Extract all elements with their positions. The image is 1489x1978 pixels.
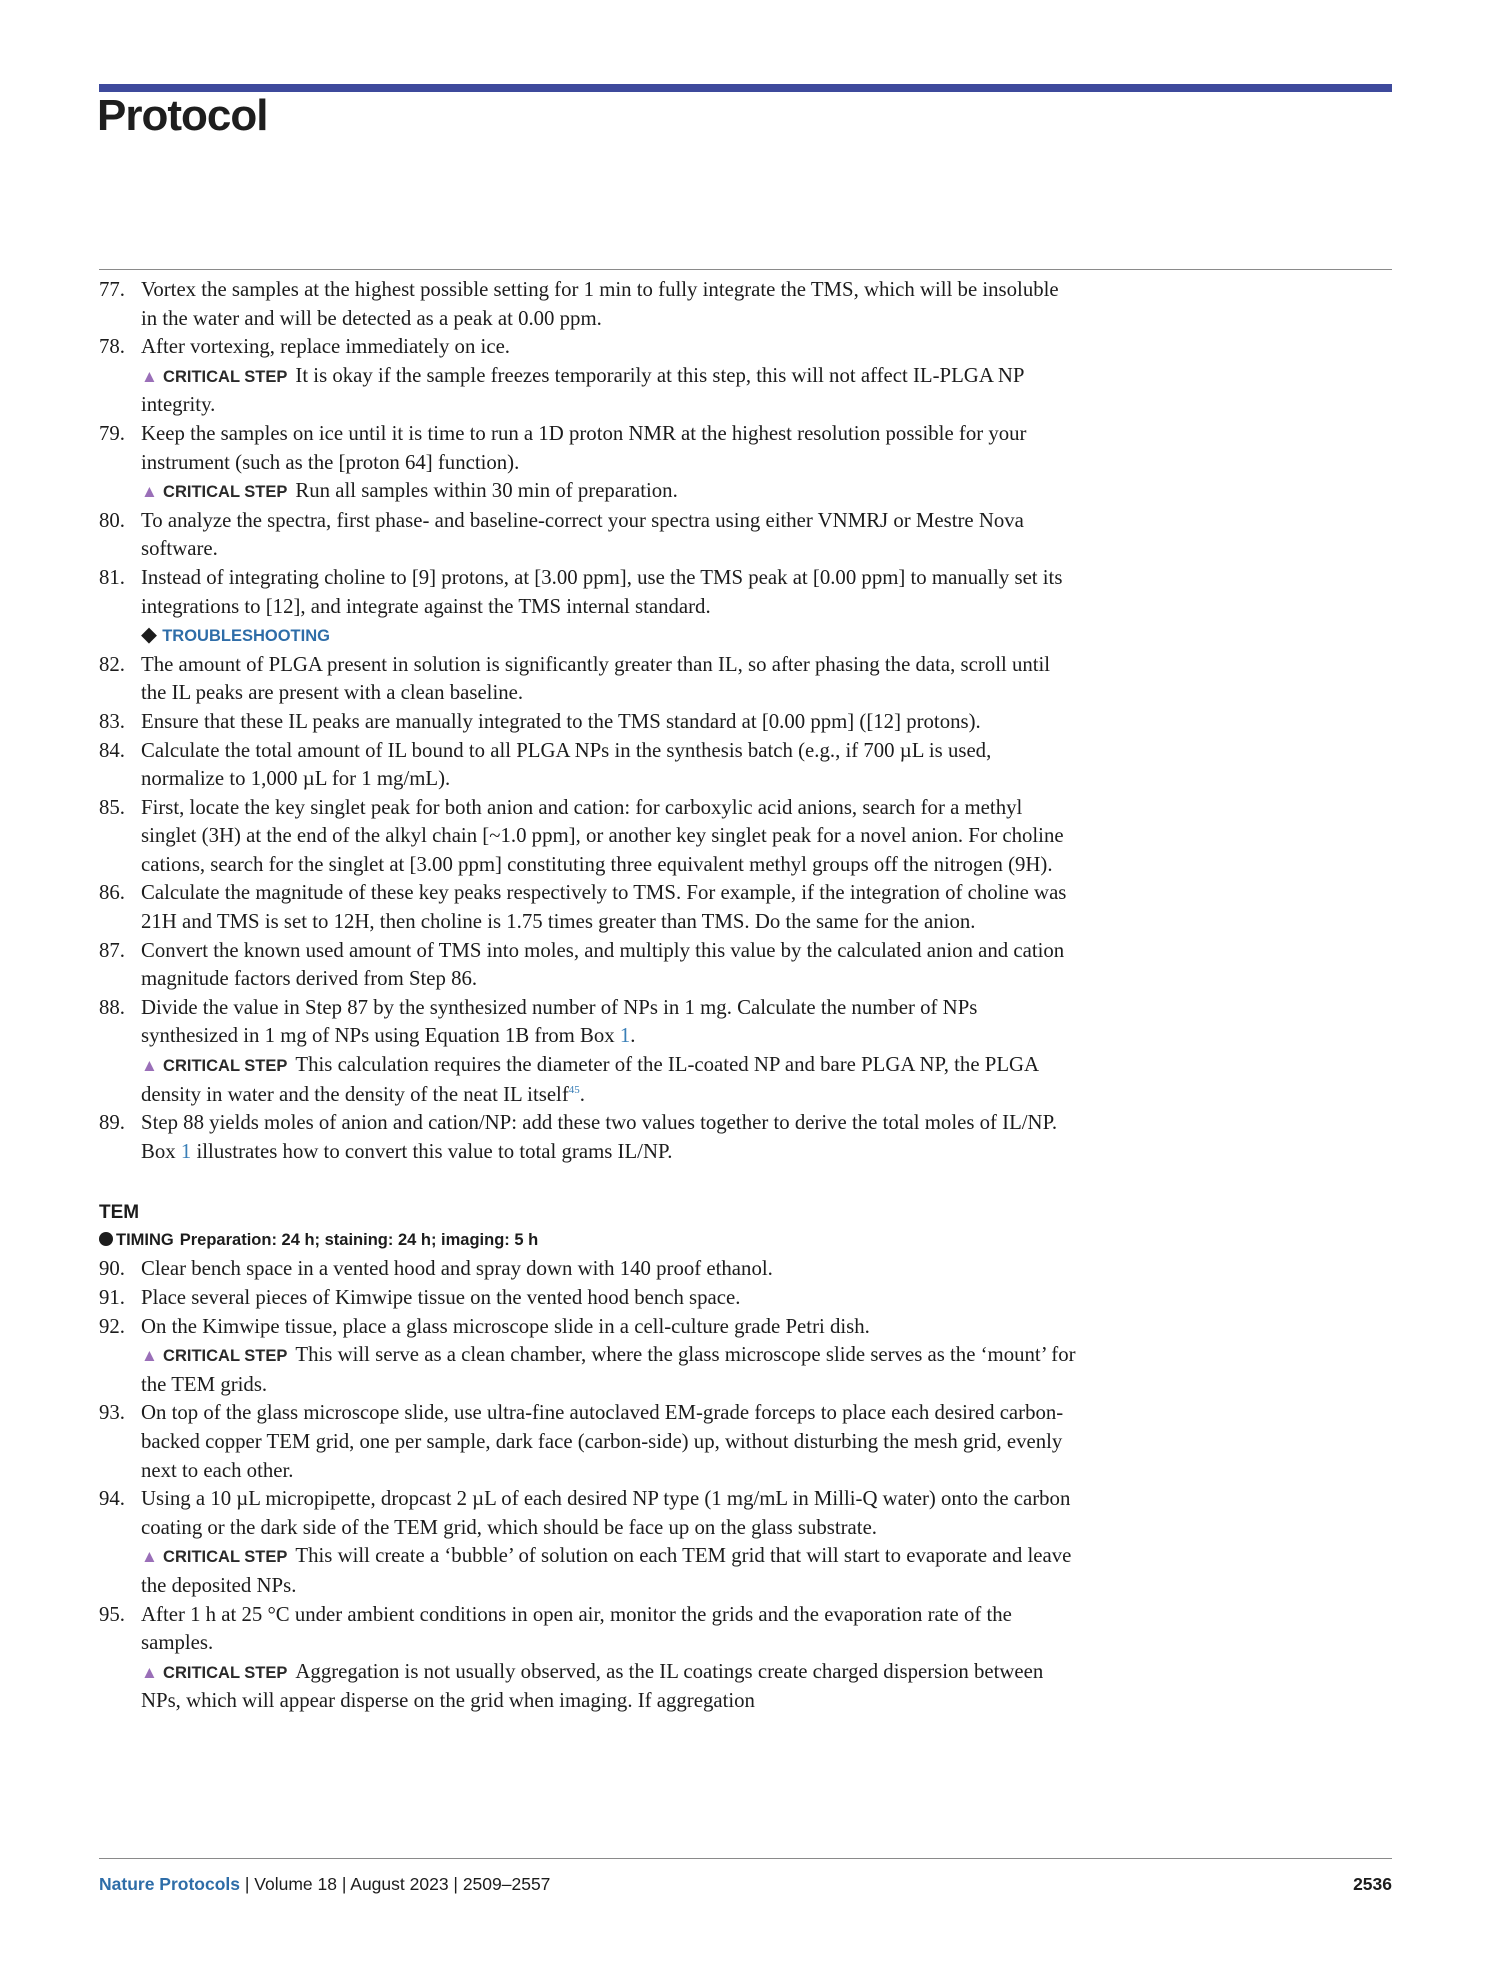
step-text: First, locate the key singlet peak for both anion and cation: for carboxylic acid anions, search for a methyl singlet (3H) at the end of the alkyl chain [~1.0 ppm], or another key singlet peak for a novel anion. For choline cations, search for the singlet at [3.00 ppm] constituting three equivalent methyl groups off the nitrogen (9H). xyxy=(141,795,1064,876)
step-number: 83. xyxy=(99,709,125,733)
step-83 xyxy=(99,708,1079,737)
step-text: Divide the value in Step 87 by the synthesized number of NPs in 1 mg. Calculate the number of NPs synthesized in 1 mg of NPs using Equation 1B from Box xyxy=(141,995,978,1048)
critical-label: CRITICAL STEP xyxy=(163,1663,288,1682)
footer-divider xyxy=(99,1858,1392,1859)
step-85 xyxy=(99,794,1079,880)
step-text: Convert the known used amount of TMS into moles, and multiply this value by the calculated anion and cation magnitude factors derived from Step 86. xyxy=(141,938,1065,991)
step-78 xyxy=(99,333,1079,362)
timing-label: TIMING xyxy=(116,1231,174,1250)
critical-step-92 xyxy=(99,1341,1079,1399)
page-footer xyxy=(99,1874,1392,1895)
step-text: Vortex the samples at the highest possible setting for 1 min to fully integrate the TMS, which will be insoluble in the water and will be detected as a peak at 0.00 ppm. xyxy=(141,278,1059,330)
step-text: Instead of integrating choline to [9] protons, at [3.00 ppm], use the TMS peak at [0.00 ppm] to manually set its integrations to [12], and integrate against the TMS internal standard. xyxy=(141,565,1063,618)
step-text: Step 88 yields moles of anion and cation/NP: add these two values together to derive the total moles of IL/NP. Box xyxy=(141,1111,1058,1163)
journal-name[interactable]: Nature Protocols xyxy=(99,1874,240,1894)
troubleshooting-81 xyxy=(99,621,1079,651)
triangle-icon: ▲ xyxy=(141,482,158,502)
triangle-icon: ▲ xyxy=(141,1346,158,1366)
step-81 xyxy=(99,564,1079,621)
step-number: 94. xyxy=(99,1487,125,1511)
step-91 xyxy=(99,1284,1079,1313)
section-heading-tem: TEM xyxy=(99,1202,140,1224)
triangle-icon: ▲ xyxy=(141,366,158,386)
step-number: 85. xyxy=(99,795,125,819)
step-text: After vortexing, replace immediately on ice. xyxy=(141,335,510,359)
critical-text: This calculation requires the diameter of the IL-coated NP and bare PLGA NP, the PLGA density in water and the density of the neat IL itself xyxy=(141,1053,1038,1106)
bullet-icon xyxy=(99,1232,113,1246)
header-bar xyxy=(99,84,1392,92)
triangle-icon: ▲ xyxy=(141,1547,158,1567)
step-92 xyxy=(99,1313,1079,1342)
step-text: On the Kimwipe tissue, place a glass microscope slide in a cell-culture grade Petri dish. xyxy=(141,1314,870,1338)
step-number: 87. xyxy=(99,938,125,962)
step-number: 80. xyxy=(99,508,125,532)
step-number: 82. xyxy=(99,652,125,676)
step-text: Ensure that these IL peaks are manually integrated to the TMS standard at [0.00 ppm] ([12] protons). xyxy=(141,709,981,733)
critical-text-end: . xyxy=(579,1082,585,1106)
step-text: After 1 h at 25 °C under ambient conditions in open air, monitor the grids and the evaporation rate of the samples. xyxy=(141,1602,1012,1655)
critical-text: Run all samples within 30 min of preparation. xyxy=(295,479,678,503)
step-79 xyxy=(99,420,1079,477)
critical-label: CRITICAL STEP xyxy=(163,1548,288,1567)
step-86 xyxy=(99,879,1079,936)
timing-line xyxy=(99,1226,1079,1255)
critical-step-79 xyxy=(99,477,1079,507)
step-text: Clear bench space in a vented hood and spray down with 140 proof ethanol. xyxy=(141,1257,773,1281)
step-number: 79. xyxy=(99,421,125,445)
step-text: Calculate the magnitude of these key peaks respectively to TMS. For example, if the integration of choline was 21H and TMS is set to 12H, then choline is 1.75 times greater than TMS. Do the same for the anion. xyxy=(141,881,1067,934)
step-90 xyxy=(99,1255,1079,1284)
step-text: Using a 10 µL micropipette, dropcast 2 µL of each desired NP type (1 mg/mL in Milli-Q water) onto the carbon coating or the dark side of the TEM grid, which should be face up on the glass substrate. xyxy=(141,1487,1071,1539)
step-text: Calculate the total amount of IL bound to all PLGA NPs in the synthesis batch (e.g., if 700 µL is used, normalize to 1,000 µL for 1 mg/mL). xyxy=(141,738,992,791)
critical-text: It is okay if the sample freezes temporarily at this step, this will not affect IL-PLGA NP integrity. xyxy=(141,363,1024,417)
step-94 xyxy=(99,1485,1079,1542)
timing-text: Preparation: 24 h; staining: 24 h; imaging: 5 h xyxy=(179,1231,539,1250)
critical-step-78 xyxy=(99,362,1079,420)
step-number: 91. xyxy=(99,1286,125,1309)
step-80 xyxy=(99,507,1079,564)
step-number: 95. xyxy=(99,1602,125,1626)
box-link[interactable]: 1 xyxy=(180,1139,192,1163)
critical-label: CRITICAL STEP xyxy=(163,483,288,502)
step-number: 84. xyxy=(99,738,125,762)
step-text: Keep the samples on ice until it is time to run a 1D proton NMR at the highest resolution possible for your instrument (such as the [proton 64] function). xyxy=(141,421,1027,474)
step-77 xyxy=(99,276,1079,333)
step-number: 88. xyxy=(99,995,125,1019)
step-number: 89. xyxy=(99,1111,125,1135)
step-84 xyxy=(99,737,1079,794)
step-number: 78. xyxy=(99,335,125,359)
reference-link[interactable]: 45 xyxy=(568,1083,580,1096)
step-text: To analyze the spectra, first phase- and baseline-correct your spectra using either VNMRJ or Mestre Nova software. xyxy=(141,508,1024,561)
troubleshooting-link[interactable]: TROUBLESHOOTING xyxy=(162,627,330,646)
journal-details: | Volume 18 | August 2023 | 2509–2557 xyxy=(240,1874,551,1894)
critical-step-95 xyxy=(99,1658,1079,1716)
step-text-end: illustrates how to convert this value to total grams IL/NP. xyxy=(191,1139,673,1163)
step-number: 86. xyxy=(99,881,125,905)
critical-label: CRITICAL STEP xyxy=(163,1057,288,1076)
critical-step-94 xyxy=(99,1542,1079,1600)
critical-label: CRITICAL STEP xyxy=(163,1347,288,1366)
step-text-end: . xyxy=(630,1024,636,1048)
step-number: 90. xyxy=(99,1257,125,1281)
critical-label: CRITICAL STEP xyxy=(163,367,288,386)
page-number: 2536 xyxy=(1353,1874,1392,1894)
step-text: The amount of PLGA present in solution is significantly greater than IL, so after phasing the data, scroll until the IL peaks are present with a clean baseline. xyxy=(141,652,1051,705)
step-text: On top of the glass microscope slide, use ultra-fine autoclaved EM-grade forceps to place each desired carbon-backed copper TEM grid, one per sample, dark face (carbon-side) up, without disturbing the mesh grid, evenly next to each other. xyxy=(141,1401,1064,1482)
step-82 xyxy=(99,651,1079,708)
step-text: Place several pieces of Kimwipe tissue on the vented hood bench space. xyxy=(141,1286,741,1309)
step-number: 93. xyxy=(99,1401,125,1425)
step-88 xyxy=(99,994,1079,1051)
header-divider xyxy=(99,269,1392,270)
step-number: 81. xyxy=(99,565,125,589)
step-number: 92. xyxy=(99,1314,125,1338)
triangle-icon: ▲ xyxy=(141,1056,158,1076)
box-link[interactable]: 1 xyxy=(619,1024,631,1048)
step-number: 77. xyxy=(99,278,125,301)
step-89 xyxy=(99,1109,1079,1166)
page-title: Protocol xyxy=(97,91,268,140)
critical-text: This will create a ‘bubble’ of solution on each TEM grid that will start to evaporate and leave the deposited NPs. xyxy=(141,1544,1072,1597)
step-93 xyxy=(99,1399,1079,1485)
critical-text: This will serve as a clean chamber, where the glass microscope slide serves as the ‘mount’ for the TEM grids. xyxy=(141,1343,1076,1396)
main-content xyxy=(99,276,1079,1716)
step-95 xyxy=(99,1601,1079,1658)
diamond-icon: ◆ xyxy=(141,623,157,647)
critical-step-88 xyxy=(99,1051,1079,1109)
step-87 xyxy=(99,937,1079,994)
critical-text: Aggregation is not usually observed, as the IL coatings create charged dispersion between NPs, which will appear disperse on the grid when imaging. If aggregation xyxy=(141,1659,1044,1713)
triangle-icon: ▲ xyxy=(141,1662,158,1682)
